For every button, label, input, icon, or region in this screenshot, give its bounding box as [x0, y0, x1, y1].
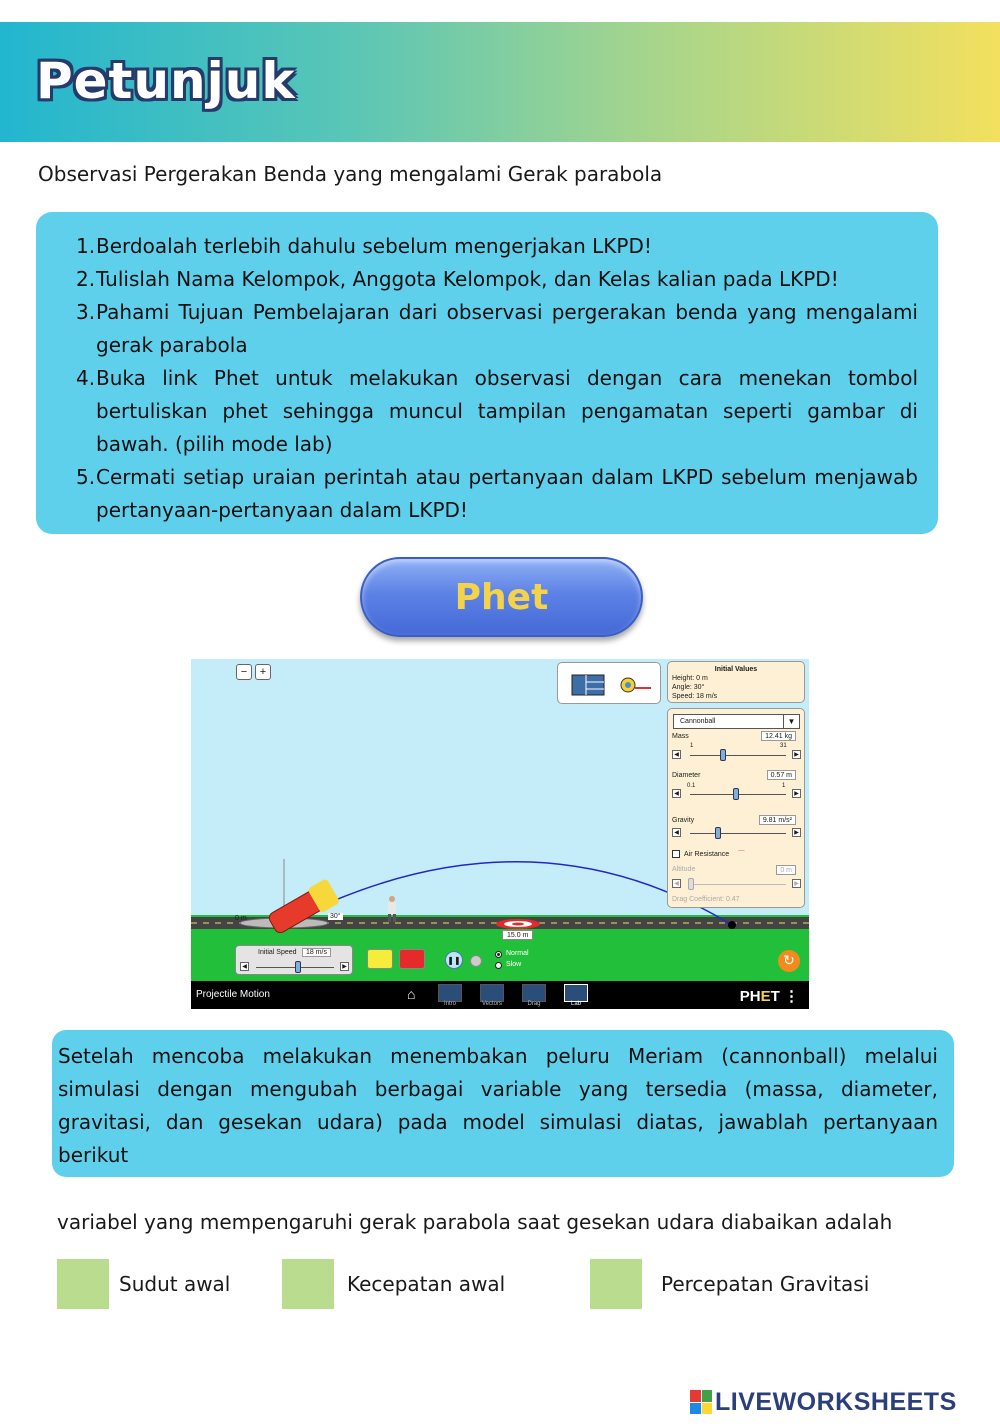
zoom-out-button[interactable]: −	[236, 664, 252, 680]
phet-logo-t: T	[770, 988, 780, 1005]
diameter-slider-thumb[interactable]	[733, 788, 739, 800]
initial-angle: Angle: 30°	[672, 684, 705, 691]
answer-box-percepatan-gravitasi[interactable]	[590, 1259, 642, 1309]
instruction-item	[76, 263, 918, 296]
measuring-tools-box[interactable]	[557, 662, 661, 704]
pause-icon[interactable]: ❚❚	[445, 951, 463, 969]
tab-vectors-label: Vectors	[481, 1001, 502, 1007]
instruction-text: Tulislah Nama Kelompok, Anggota Kelompok, dan Kelas kalian pada LKPD!	[96, 267, 839, 291]
instruction-text: Berdoalah terlebih dahulu sebelum mengerjakan LKPD!	[96, 234, 652, 258]
fire-button[interactable]	[399, 949, 425, 969]
phet-link-button[interactable]: Phet	[360, 557, 643, 637]
speed-decrease-button[interactable]: ◀	[240, 962, 249, 971]
tab-intro-label: Intro	[443, 1001, 456, 1007]
page-title: Petunjuk	[36, 52, 296, 110]
zoom-in-button[interactable]: +	[255, 664, 271, 680]
instruction-item	[76, 362, 918, 461]
chevron-down-icon: ▼	[783, 714, 799, 729]
altitude-label: Altitude	[672, 866, 696, 873]
air-resistance-checkbox[interactable]	[672, 850, 680, 858]
gravity-slider-thumb[interactable]	[715, 827, 721, 839]
mass-label: Mass	[672, 733, 689, 740]
drag-arc-icon: ⌒	[738, 851, 745, 858]
speed-slider-thumb[interactable]	[295, 961, 301, 973]
instruction-item	[76, 461, 918, 527]
tab-lab[interactable]	[564, 984, 588, 1002]
initial-speed-control	[235, 945, 353, 975]
navigation-bar	[191, 981, 809, 1009]
instructions-box	[36, 212, 938, 534]
home-icon[interactable]: ⌂	[407, 986, 416, 1002]
option-label-sudut-awal: Sudut awal	[119, 1272, 231, 1296]
instruction-text: Buka link Phet untuk melakukan observasi dengan cara menekan tombol bertuliskan phet sehingga muncul tampilan pengamatan seperti gambar di bawah. (pilih mode lab)	[96, 366, 918, 456]
liveworksheets-logo	[690, 1388, 957, 1416]
tab-drag-label: Drag	[527, 1001, 541, 1007]
mass-slider-thumb[interactable]	[720, 749, 726, 761]
task-text: Setelah mencoba melakukan menembakan peluru Meriam (cannonball) melalui simulasi dengan mengubah berbagai variable yang tersedia (massa, diameter, gravitasi, dan gesekan udara) pada model simulasi diatas, jawablah pertanyaan berikut	[58, 1044, 938, 1167]
speed-slow-radio[interactable]	[495, 962, 502, 969]
phet-logo-e: E	[760, 988, 771, 1005]
speed-increase-button[interactable]: ▶	[340, 962, 349, 971]
initial-speed-label: Initial Speed	[258, 949, 297, 956]
answer-box-sudut-awal[interactable]	[57, 1259, 109, 1309]
altitude-slider-thumb[interactable]	[688, 878, 694, 890]
instruction-number: 1.	[76, 234, 96, 258]
diameter-value: 0.57 m	[767, 770, 796, 780]
instruction-number: 5.	[76, 465, 96, 489]
diameter-decrease-button[interactable]: ◀	[672, 789, 681, 798]
instruction-number: 4.	[76, 366, 96, 390]
diameter-max: 1	[782, 783, 786, 789]
mass-decrease-button[interactable]: ◀	[672, 750, 681, 759]
target-distance: 15.0 m	[502, 930, 533, 940]
gravity-value: 9.81 m/s²	[759, 815, 796, 825]
cannonball	[728, 921, 736, 929]
gravity-slider-track[interactable]	[690, 833, 786, 834]
answer-box-kecepatan-awal[interactable]	[282, 1259, 334, 1309]
altitude-value: 0 m	[776, 865, 796, 875]
phet-logo-ph: PH	[739, 988, 761, 1005]
tab-vectors[interactable]	[480, 984, 504, 1002]
initial-speed: Speed: 18 m/s	[672, 693, 718, 700]
reset-icon[interactable]: ↻	[778, 950, 800, 972]
initial-speed-value: 18 m/s	[302, 948, 331, 957]
tab-lab-label: Lab	[570, 1001, 581, 1007]
mass-increase-button[interactable]: ▶	[792, 750, 801, 759]
instruction-text: Pahami Tujuan Pembelajaran dari observasi pergerakan benda yang mengalami gerak parabola	[96, 300, 918, 357]
target[interactable]	[496, 919, 540, 929]
instruction-item	[76, 296, 918, 362]
mass-value: 12.41 kg	[761, 731, 796, 741]
diameter-min: 0.1	[687, 783, 696, 789]
question-text: variabel yang mempengaruhi gerak parabola saat gesekan udara diabaikan adalah	[57, 1210, 893, 1234]
altitude-increase-button[interactable]: ▶	[792, 879, 801, 888]
projectile-select[interactable]	[673, 714, 800, 729]
instruction-text: Cermati setiap uraian perintah atau pertanyaan dalam LKPD sebelum menjawab pertanyaan-pertanyaan dalam LKPD!	[96, 465, 918, 522]
phet-simulation-screenshot	[191, 659, 809, 1009]
height-marker: 0 m	[235, 915, 247, 922]
liveworksheets-badge-icon	[690, 1390, 712, 1414]
initial-values-panel	[667, 661, 805, 703]
mass-max: 31	[780, 743, 787, 749]
instructions-list	[76, 230, 918, 527]
altitude-slider-track[interactable]	[690, 884, 786, 885]
tab-drag[interactable]	[522, 984, 546, 1002]
gravity-increase-button[interactable]: ▶	[792, 828, 801, 837]
option-label-percepatan-gravitasi: Percepatan Gravitasi	[661, 1272, 870, 1296]
instruction-number: 3.	[76, 300, 96, 324]
task-box	[52, 1030, 954, 1177]
air-resistance-label: Air Resistance	[684, 851, 730, 858]
diameter-increase-button[interactable]: ▶	[792, 789, 801, 798]
phet-logo: PHET ⋮	[739, 988, 799, 1005]
speed-slow-label: Slow	[506, 961, 522, 968]
drag-coefficient: Drag Coefficient: 0.47	[672, 896, 740, 903]
projectile-control-panel	[667, 708, 805, 908]
instruction-number: 2.	[76, 267, 96, 291]
angle-marker: 30°	[330, 913, 341, 920]
app-title: Projectile Motion	[196, 989, 270, 1000]
mass-slider-track[interactable]	[690, 755, 786, 756]
projectile-select-value: Cannonball	[680, 718, 716, 725]
page-subtitle: Observasi Pergerakan Benda yang mengalami Gerak parabola	[38, 162, 663, 186]
speed-normal-radio[interactable]	[495, 951, 502, 958]
step-button[interactable]	[470, 955, 482, 967]
instruction-item	[76, 230, 918, 263]
tools-icons	[558, 663, 662, 705]
speed-normal-label: Normal	[506, 950, 529, 957]
initial-values-title: Initial Values	[714, 666, 758, 673]
altitude-decrease-button[interactable]: ◀	[672, 879, 681, 888]
liveworksheets-text: LIVEWORKSHEETS	[715, 1387, 957, 1416]
option-label-kecepatan-awal: Kecepatan awal	[347, 1272, 506, 1296]
gravity-label: Gravity	[672, 817, 695, 824]
mass-min: 1	[690, 743, 694, 749]
diameter-label: Diameter	[672, 772, 701, 779]
gravity-decrease-button[interactable]: ◀	[672, 828, 681, 837]
eraser-button[interactable]	[367, 949, 393, 969]
tab-intro[interactable]	[438, 984, 462, 1002]
initial-height: Height: 0 m	[672, 675, 708, 682]
